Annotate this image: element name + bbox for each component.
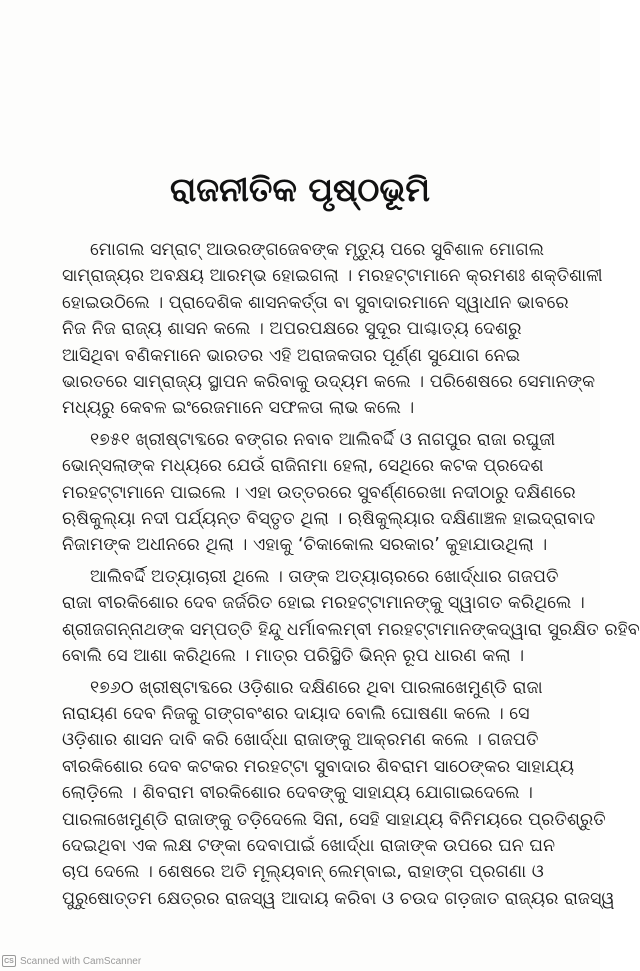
text-line: ସାମ୍ରାଜ୍ୟର ଅବକ୍ଷୟ ଆରମ୍ଭ ହୋଇଗଲା । ମରହଟ୍ଟାମାନେ କ୍ରମଶଃ ଶକ୍ତିଶାଳୀ — [62, 266, 603, 287]
paragraph-4 — [62, 675, 615, 913]
text-line: ଆସିଥିବା ବଣିକମାନେ ଭାରତର ଏହି ଅରାଜକତାର ପୂର୍ଣ୍ଣ ସୁଯୋଗ ନେଇ — [62, 345, 521, 366]
text-line: ଦେଇଥିବା ଏକ ଲକ୍ଷ ଟଙ୍କା ଦେବାପାଇଁ ଖୋର୍ଦ୍ଧା ରାଜାଙ୍କ ଉପରେ ଘନ ଘନ — [62, 835, 556, 856]
text-line: ମରହଟ୍ଟାମାନେ ପାଇଲେ । ଏହା ଉତ୍ତରରେ ସୁବର୍ଣ୍ଣରେଖା ନଦୀଠାରୁ ଦକ୍ଷିଣରେ — [62, 482, 576, 503]
text-line: ବୋଲି ସେ ଆଶା କରିଥିଲେ । ମାତ୍ର ପରିସ୍ଥିତି ଭିନ୍ନ ରୂପ ଧାରଣ କଲା । — [62, 646, 525, 667]
text-line: ଭୋନ୍ସଲାଙ୍କ ମଧ୍ୟରେ ଯେଉଁ ରାଜିନାମା ହେଲା, ସେଥିରେ କଟକ ପ୍ରଦେଶ — [62, 456, 544, 477]
text-line: ଚାପ ଦେଲେ । ଶେଷରେ ଅତି ମୂଲ୍ୟବାନ୍ ଲେମ୍ବାଇ, ରାହାଙ୍ଗ ପ୍ରଗଣା ଓ — [62, 862, 544, 883]
text-line: ଆଲିବର୍ଦ୍ଦି ଅତ୍ୟାଚାରୀ ଥିଲେ । ତାଙ୍କ ଅତ୍ୟାଚାରରେ ଖୋର୍ଦ୍ଧାର ଗଜପତି — [90, 566, 559, 587]
text-line: ନିଜ ନିଜ ରାଜ୍ୟ ଶାସନ କଲେ । ଅପରପକ୍ଷରେ ସୁଦୂର ପାଶ୍ଚାତ୍ୟ ଦେଶରୁ — [62, 319, 522, 340]
text-line: ହୋଇଉଠିଲେ । ପ୍ରାଦେଶିକ ଶାସନକର୍ତ୍ତା ବା ସୁବାଦାରମାନେ ସ୍ୱାଧୀନ ଭାବରେ — [62, 292, 569, 313]
page-title: ରାଜନୀତିକ ପୃଷ୍ଠଭୂମି — [169, 170, 431, 209]
text-line: ଓଡ଼ିଶାର ଶାସନ ଦାବି କରି ଖୋର୍ଦ୍ଧା ରାଜାଙ୍କୁ ଆକ୍ରମଣ କଲେ । ଗଜପତି — [62, 730, 539, 751]
text-line: ୧୭୫୧ ଖ୍ରୀଷ୍ଟାବ୍ଦରେ ବଙ୍ଗର ନବାବ ଆଲିବର୍ଦ୍ଦି ଓ ନାଗପୁର ରାଜା ରଘୁଜୀ — [90, 429, 556, 450]
paragraph-2 — [62, 427, 596, 559]
text-line: ୧୭୬୦ ଖ୍ରୀଷ୍ଟାବ୍ଦରେ ଓଡ଼ିଶାର ଦକ୍ଷିଣରେ ଥିବା ପାରଳାଖେମୁଣ୍ଡି ରାଜା — [90, 677, 543, 698]
scanner-watermark — [2, 953, 141, 969]
text-line: ନିଜାମଙ୍କ ଅଧୀନରେ ଥିଲା । ଏହାକୁ ‘ଚିକାକୋଲ ସରକାର’ କୁହାଯାଉଥିଲା । — [62, 535, 548, 556]
text-line: ପୁରୁଷୋତ୍ତମ କ୍ଷେତ୍ରର ରାଜସ୍ୱ ଆଦାୟ କରିବା ଓ ଚଉଦ ଗଡ଼ଜାତ ରାଜ୍ୟର ରାଜସ୍ୱ — [62, 888, 615, 909]
text-line: ଋଷିକୁଲ୍ୟା ନଦୀ ପର୍ଯ୍ୟନ୍ତ ବିସ୍ତୃତ ଥିଲା । ଋଷିକୁଲ୍ୟାର ଦକ୍ଷିଣାଞ୍ଚଳ ହାଇଦ୍ରାବାଦ — [62, 509, 596, 530]
text-line: ମୋଗଲ ସମ୍ରାଟ୍ ଆଉରଙ୍ଗଜେବଙ୍କ ମୃତ୍ୟୁ ପରେ ସୁବିଶାଳ ମୋଗଲ — [90, 240, 544, 260]
text-line: ନାରାୟଣ ଦେବ ନିଜକୁ ଗଙ୍ଗବଂଶର ଦାୟାଦ ବୋଲି ଘୋଷଣା କଲେ । ସେ — [62, 703, 530, 724]
text-line: ଭାରତରେ ସାମ୍ରାଜ୍ୟ ସ୍ଥାପନ କରିବାକୁ ଉଦ୍ୟମ କଲେ । ପରିଶେଷରେ ସେମାନଙ୍କ — [62, 372, 596, 393]
body-text — [62, 237, 640, 917]
camscanner-logo-icon: CS — [2, 955, 16, 967]
text-line: ପାରଳାଖେମୁଣ୍ଡି ରାଜାଙ୍କୁ ତଡ଼ିଦେଲେ ସିନା, ସେହି ସାହାଯ୍ୟ ବିନିମୟରେ ପ୍ରତିଶ୍ରୁତି — [62, 809, 606, 830]
watermark-label: Scanned with CamScanner — [20, 955, 142, 967]
text-line: ରାଜା ବୀରକିଶୋର ଦେବ ଜର୍ଜରିତ ହୋଇ ମରହଟ୍ଟାମାନଙ୍କୁ ସ୍ୱାଗତ କରିଥିଲେ । — [62, 593, 585, 614]
text-line: ଲୋଡ଼ିଲେ । ଶିବରାମ ବୀରକିଶୋର ଦେବଙ୍କୁ ସାହାଯ୍ୟ ଯୋଗାଇଦେଲେ । — [62, 783, 533, 804]
paragraph-1 — [62, 237, 603, 422]
text-line: ମଧ୍ୟରୁ କେବଳ ଇଂରେଜମାନେ ସଫଳତା ଲାଭ କଲେ । — [62, 398, 415, 419]
text-line: ବୀରକିଶୋର ଦେବ କଟକର ମରହଟ୍ଟା ସୁବାଦାର ଶିବରାମ ସାଠେଙ୍କର ସାହାଯ୍ୟ — [62, 756, 575, 777]
paragraph-3 — [62, 564, 640, 670]
text-line: ଶ୍ରୀଜଗନ୍ନାଥଙ୍କ ସମ୍ପତ୍ତି ହିନ୍ଦୁ ଧର୍ମାବଲମ୍ବୀ ମରହଟ୍ଟାମାନଙ୍କଦ୍ୱାରା ସୁରକ୍ଷିତ ରହିବ — [62, 619, 640, 640]
